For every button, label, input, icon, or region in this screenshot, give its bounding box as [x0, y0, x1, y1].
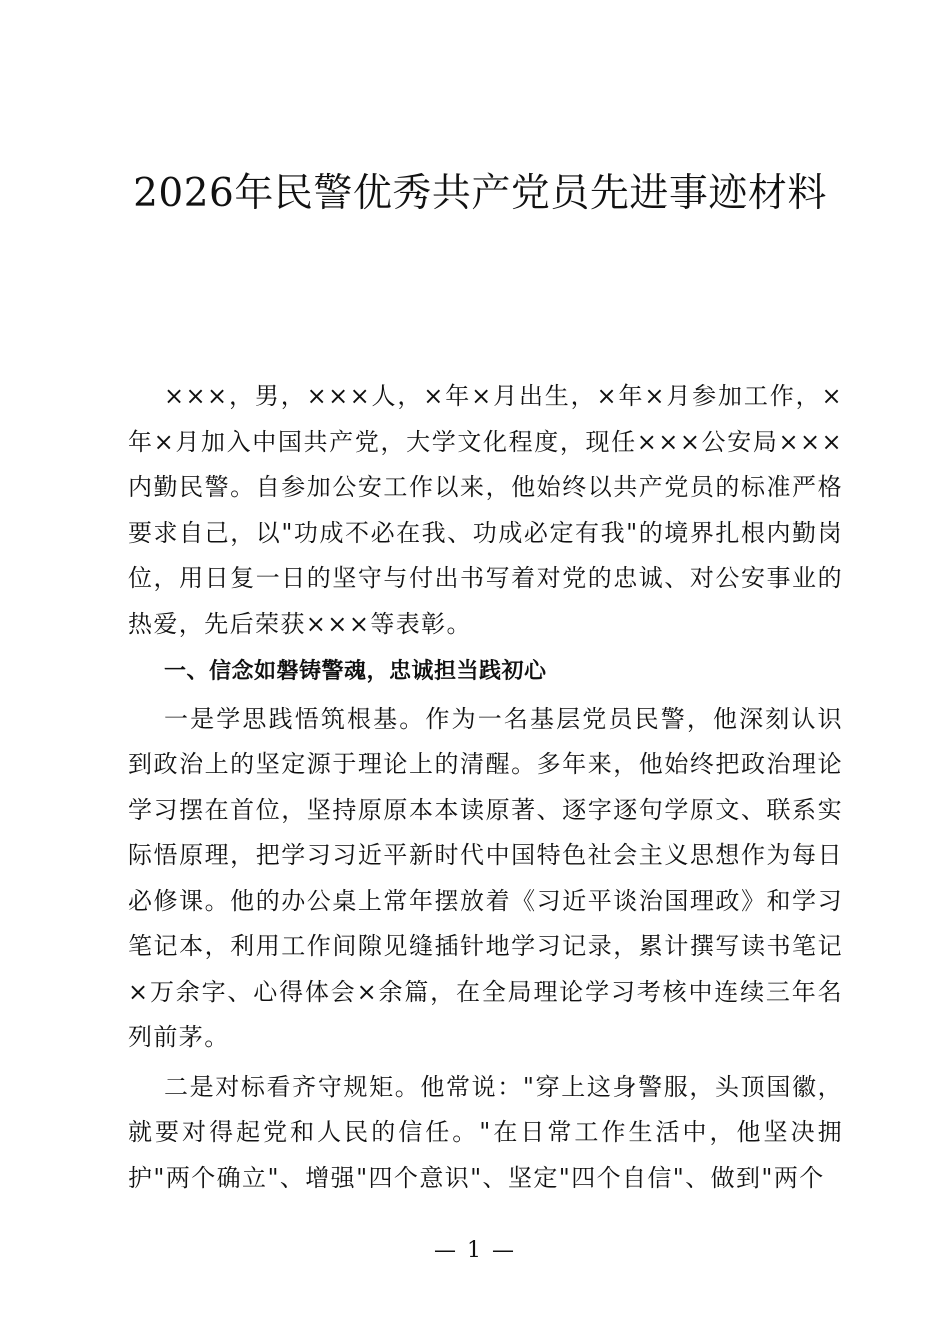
- document-title: 2026年民警优秀共产党员先进事迹材料: [133, 171, 827, 216]
- body-paragraph-2: 二是对标看齐守规矩。他常说："穿上这身警服，头顶国徽，就要对得起党和人民的信任。"在日常工作生活中，他坚决拥护"两个确立"、增强"四个意识"、坚定"四个自信"、做到"两个: [128, 1072, 843, 1192]
- document-body: [128, 374, 843, 1201]
- page-number: — 1 —: [434, 1238, 516, 1263]
- intro-paragraph: ×××，男，×××人，×年×月出生，×年×月参加工作，×年×月加入中国共产党，大学文化程度，现任×××公安局×××内勤民警。自参加公安工作以来，他始终以共产党员的标准严格要求自己，以"功成不必在我、功成必定有我"的境界扎根内勤岗位，用日复一日的坚守与付出书写着对党的忠诚、对公安事业的热爱，先后荣获×××等表彰。: [128, 382, 843, 638]
- section-heading: 一、信念如磐铸警魂，忠诚担当践初心: [164, 659, 547, 684]
- body-paragraph-1: 一是学思践悟筑根基。作为一名基层党员民警，他深刻认识到政治上的坚定源于理论上的清醒。多年来，他始终把政治理论学习摆在首位，坚持原原本本读原著、逐字逐句学原文、联系实际悟原理，把学习习近平新时代中国特色社会主义思想作为每日必修课。他的办公桌上常年摆放着《习近平谈治国理政》和学习笔记本，利用工作间隙见缝插针地学习记录，累计撰写读书笔记×万余字、心得体会×余篇，在全局理论学习考核中连续三年名列前茅。: [128, 704, 843, 1051]
